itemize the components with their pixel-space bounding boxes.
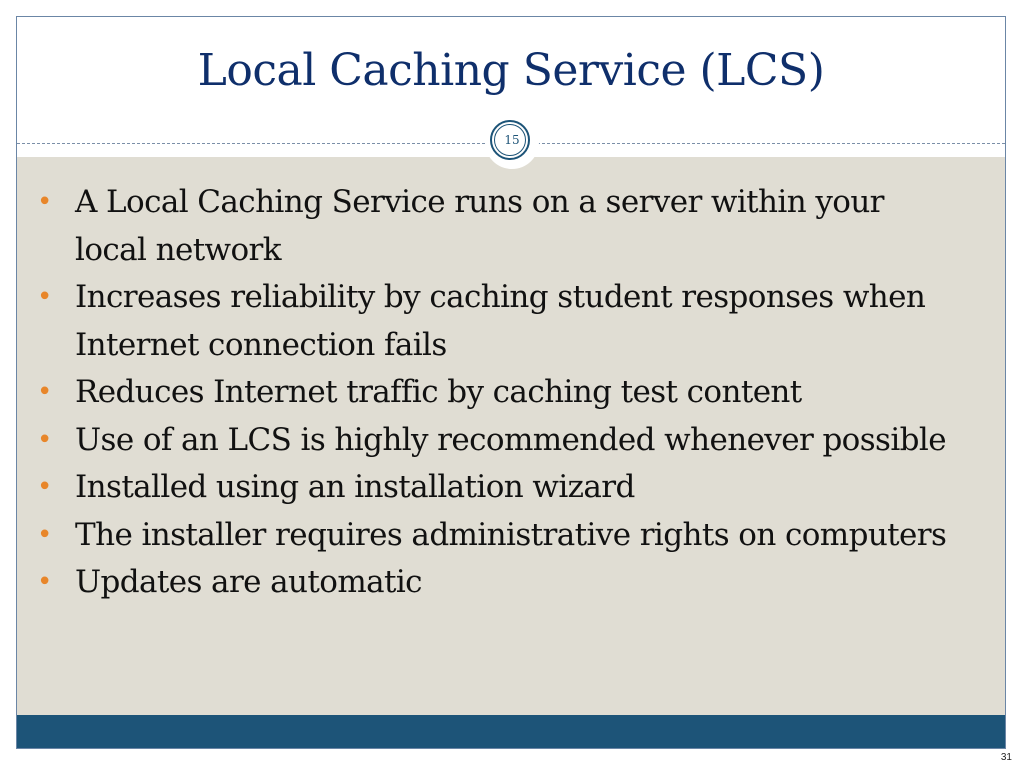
bullet-text: Use of an LCS is highly recommended whenever possible xyxy=(75,421,946,458)
page-badge-number: 15 xyxy=(504,133,520,147)
bullet-text: Reduces Internet traffic by caching test content xyxy=(75,374,802,410)
bullet-text: The installer requires administrative rights on computers xyxy=(75,516,947,553)
bullet-text: A Local Caching Service runs on a server within your local network xyxy=(75,184,884,268)
slide-number: 31 xyxy=(1000,752,1012,763)
bullet-dot-icon: • xyxy=(37,424,52,455)
bullet-item xyxy=(17,417,977,465)
bullet-dot-icon: • xyxy=(37,187,52,217)
bullet-text: Updates are automatic xyxy=(75,564,422,600)
bullet-dot-icon: • xyxy=(37,377,52,407)
bullet-item xyxy=(17,512,977,560)
bullet-item xyxy=(17,464,977,512)
bullet-text: Increases reliability by caching student responses when Internet connection fails xyxy=(75,279,926,363)
bullet-dot-icon: • xyxy=(37,472,52,502)
page-number-badge xyxy=(485,115,539,169)
bullet-item xyxy=(17,274,977,369)
bullet-item xyxy=(17,369,977,417)
bullet-item xyxy=(17,559,977,607)
footer-bar xyxy=(17,715,1005,749)
slide xyxy=(16,16,1006,749)
bullet-list xyxy=(17,179,977,607)
bullet-text: Installed using an installation wizard xyxy=(75,469,635,505)
slide-title: Local Caching Service (LCS) xyxy=(197,45,825,96)
bullet-dot-icon: • xyxy=(37,519,52,550)
bullet-item xyxy=(17,179,977,274)
bullet-dot-icon: • xyxy=(37,282,52,312)
bullet-dot-icon: • xyxy=(37,567,52,597)
